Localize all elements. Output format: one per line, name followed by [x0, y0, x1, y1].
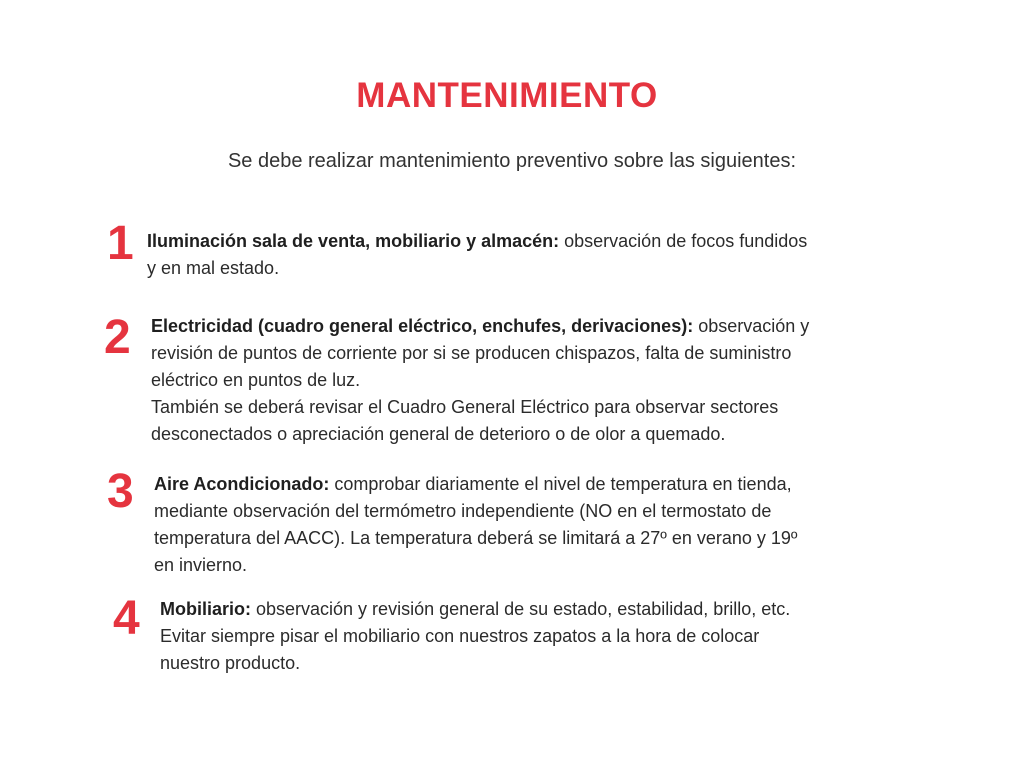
item-1-text: observación de focos fundidos	[559, 231, 808, 251]
item-3-heading: Aire Acondicionado:	[154, 474, 330, 494]
list-item-4	[160, 596, 790, 677]
list-item-3	[154, 471, 798, 579]
item-2-line: eléctrico en puntos de luz.	[151, 370, 361, 390]
list-item-1	[147, 228, 807, 282]
intro-text: Se debe realizar mantenimiento preventivo sobre las siguientes:	[227, 150, 797, 172]
item-4-line: nuestro producto.	[160, 653, 301, 673]
item-2-line: revisión de puntos de corriente por si se producen chispazos, falta de suministro	[151, 343, 792, 363]
item-2-first-line	[151, 313, 809, 340]
item-number-4: 4	[113, 592, 140, 645]
item-1-heading: Iluminación sala de venta, mobiliario y almacén:	[147, 231, 560, 251]
item-3-line: en invierno.	[154, 555, 248, 575]
item-1-first-line	[147, 228, 807, 255]
item-3-line: mediante observación del termómetro independiente (NO en el termostato de	[154, 501, 772, 521]
page-title: MANTENIMIENTO	[356, 76, 658, 115]
item-number-3: 3	[107, 465, 134, 518]
item-1-line: y en mal estado.	[147, 258, 280, 278]
item-4-heading: Mobiliario:	[160, 599, 251, 619]
item-2-line: También se deberá revisar el Cuadro General Eléctrico para observar sectores	[151, 397, 779, 417]
item-number-1: 1	[107, 217, 134, 270]
item-2-line: desconectados o apreciación general de deterioro o de olor a quemado.	[151, 424, 726, 444]
item-number-2: 2	[104, 311, 131, 364]
item-2-heading: Electricidad (cuadro general eléctrico, enchufes, derivaciones):	[151, 316, 694, 336]
item-4-first-line	[160, 596, 790, 623]
item-3-first-line	[154, 471, 798, 498]
item-3-text: comprobar diariamente el nivel de temperatura en tienda,	[329, 474, 792, 494]
item-2-text: observación y	[693, 316, 810, 336]
item-4-line: Evitar siempre pisar el mobiliario con nuestros zapatos a la hora de colocar	[160, 626, 760, 646]
item-4-text: observación y revisión general de su estado, estabilidad, brillo, etc.	[251, 599, 791, 619]
item-3-line: temperatura del AACC). La temperatura deberá se limitará a 27º en verano y 19º	[154, 528, 798, 548]
list-item-2	[151, 313, 809, 448]
